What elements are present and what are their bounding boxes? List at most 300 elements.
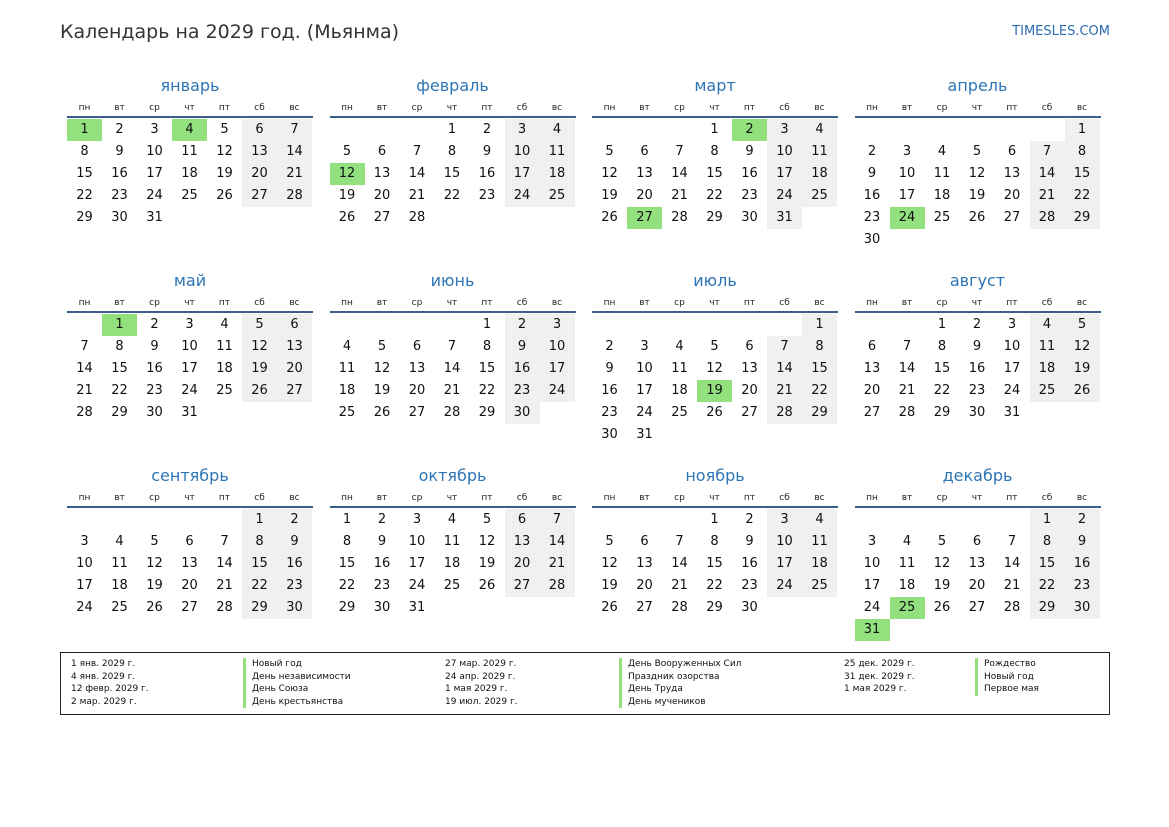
day-cell: 18 <box>671 383 688 398</box>
day-cell: 16 <box>863 188 881 203</box>
day-cell: 5 <box>220 122 229 137</box>
day-cell: 10 <box>863 556 881 571</box>
weekday-label: вс <box>551 493 563 503</box>
weekday-label: чт <box>971 298 983 308</box>
day-cell: 18 <box>933 188 951 203</box>
holiday-name: Рождество <box>975 658 1039 671</box>
day-cell: 11 <box>181 144 198 159</box>
day-cell: 19 <box>146 578 163 593</box>
day-cell: 16 <box>968 361 986 376</box>
day-cell: 19 <box>968 188 986 203</box>
weekend-day: 25 <box>802 575 837 597</box>
weekend-day: 18 <box>1030 358 1065 380</box>
day-cell: 14 <box>76 361 93 376</box>
weekday-label: пт <box>218 103 231 113</box>
day-cell: 21 <box>216 578 233 593</box>
day-cell: 22 <box>76 188 93 203</box>
weekday-label: чт <box>184 103 195 113</box>
day-cell: 2 <box>605 339 614 354</box>
day-cell: 17 <box>898 188 916 203</box>
day-cell: 14 <box>216 556 233 571</box>
day-cell: 10 <box>636 361 653 376</box>
day-cell: 7 <box>220 534 229 549</box>
day-cell: 7 <box>80 339 89 354</box>
empty-cell <box>890 509 925 531</box>
weekday-label: сб <box>254 298 265 308</box>
empty-cell <box>592 119 627 141</box>
day-cell: 1 <box>710 512 719 527</box>
day-cell: 10 <box>76 556 93 571</box>
day-cell: 19 <box>338 188 356 203</box>
day-cell: 5 <box>150 534 159 549</box>
weekend-day: 4 <box>802 119 837 141</box>
empty-cell <box>592 314 627 336</box>
day-cell: 17 <box>408 556 426 571</box>
day-cell: 11 <box>933 166 951 181</box>
day-cell: 19 <box>478 556 496 571</box>
day-cell: 10 <box>146 144 163 159</box>
weekend-day: 29 <box>242 597 277 619</box>
weekday-label: сб <box>779 493 790 503</box>
day-cell: 17 <box>181 361 198 376</box>
empty-cell <box>67 509 102 531</box>
day-cell: 30 <box>741 600 758 615</box>
day-cell: 24 <box>863 600 881 615</box>
empty-cell <box>995 509 1030 531</box>
weekend-day: 22 <box>802 380 837 402</box>
holiday-dates-column-3 <box>844 658 915 696</box>
weekday-label: пт <box>218 493 231 503</box>
day-cell: 23 <box>863 210 881 225</box>
day-cell: 5 <box>605 144 614 159</box>
weekend-day: 31 <box>767 207 802 229</box>
day-cell: 3 <box>412 512 422 527</box>
page-title: Календарь на 2029 год. (Мьянма) <box>60 21 400 43</box>
day-cell: 9 <box>377 534 387 549</box>
day-cell: 21 <box>76 383 93 398</box>
holiday-names-column-2 <box>619 658 741 708</box>
day-cell: 6 <box>1007 144 1017 159</box>
holiday-day: 1 <box>102 314 137 336</box>
day-cell: 8 <box>937 339 947 354</box>
weekday-label: чт <box>446 493 458 503</box>
holiday-name: День крестьянства <box>243 696 351 709</box>
holiday-date: 4 янв. 2029 г. <box>71 671 136 682</box>
weekday-label: сб <box>516 298 528 308</box>
day-cell: 24 <box>636 405 653 420</box>
day-cell: 9 <box>972 339 982 354</box>
weekday-label: пн <box>341 298 353 308</box>
day-cell: 27 <box>181 600 198 615</box>
holiday-dates-column-1 <box>71 658 149 708</box>
weekend-day: 19 <box>1065 358 1100 380</box>
weekend-day: 20 <box>277 358 312 380</box>
day-cell: 14 <box>898 361 916 376</box>
weekend-day: 15 <box>1065 163 1100 185</box>
day-cell: 6 <box>972 534 982 549</box>
month-title: июль <box>693 271 737 290</box>
weekend-day: 25 <box>802 185 837 207</box>
weekday-label: вс <box>289 493 300 503</box>
month-title: июнь <box>430 271 475 290</box>
day-cell: 7 <box>1007 534 1017 549</box>
day-cell: 13 <box>741 361 758 376</box>
weekday-label: ср <box>411 298 423 308</box>
day-cell: 20 <box>1003 188 1021 203</box>
weekend-day: 1 <box>1065 119 1100 141</box>
holiday-dates-column-2 <box>445 658 518 708</box>
weekend-day: 10 <box>540 336 575 358</box>
weekend-day: 3 <box>540 314 575 336</box>
weekday-header <box>67 488 313 508</box>
day-cell: 3 <box>1007 317 1017 332</box>
calendar-grid <box>67 74 1101 659</box>
day-cell: 19 <box>601 578 618 593</box>
weekend-day: 13 <box>505 531 540 553</box>
weekend-day: 6 <box>505 509 540 531</box>
weekend-day: 30 <box>277 597 312 619</box>
empty-cell <box>662 509 697 531</box>
day-cell: 1 <box>937 317 947 332</box>
weekday-label: вт <box>376 493 388 503</box>
day-cell: 13 <box>181 556 198 571</box>
month-calendar <box>67 269 313 464</box>
day-cell: 1 <box>342 512 352 527</box>
weekday-label: вс <box>551 298 563 308</box>
day-cell: 8 <box>115 339 124 354</box>
holiday-legend <box>60 652 1110 715</box>
weekend-day: 22 <box>1030 575 1065 597</box>
day-cell: 7 <box>412 144 422 159</box>
day-cell: 21 <box>671 188 688 203</box>
empty-cell <box>137 509 172 531</box>
weekday-label: ср <box>674 103 685 113</box>
day-cell: 28 <box>216 600 233 615</box>
empty-cell <box>925 509 960 531</box>
weekday-label: пт <box>481 298 493 308</box>
weekend-day: 11 <box>1030 336 1065 358</box>
weekend-day: 3 <box>767 119 802 141</box>
day-cell: 28 <box>443 405 461 420</box>
weekday-header <box>592 488 838 508</box>
day-cell: 5 <box>482 512 492 527</box>
day-cell: 29 <box>478 405 496 420</box>
month-calendar <box>592 74 838 269</box>
day-cell: 20 <box>741 383 758 398</box>
weekend-day: 28 <box>767 402 802 424</box>
empty-cell <box>1030 119 1065 141</box>
day-cell: 22 <box>338 578 356 593</box>
day-cell: 8 <box>482 339 492 354</box>
weekend-day: 1 <box>1030 509 1065 531</box>
month-calendar <box>67 74 313 269</box>
weekend-day: 28 <box>1030 207 1065 229</box>
weekend-day: 11 <box>540 141 575 163</box>
day-cell: 8 <box>342 534 352 549</box>
day-cell: 27 <box>373 210 391 225</box>
weekday-label: пт <box>743 493 756 503</box>
weekday-label: сб <box>1041 493 1053 503</box>
empty-cell <box>67 314 102 336</box>
weekend-day: 14 <box>1030 163 1065 185</box>
weekday-label: пн <box>78 103 91 113</box>
weekday-label: вс <box>814 298 825 308</box>
empty-cell <box>400 314 435 336</box>
weekend-day: 15 <box>242 553 277 575</box>
weekday-label: сб <box>1041 298 1053 308</box>
day-cell: 26 <box>216 188 233 203</box>
day-cell: 25 <box>933 210 951 225</box>
day-cell: 14 <box>1003 556 1021 571</box>
day-cell: 17 <box>146 166 163 181</box>
weekend-day: 4 <box>802 509 837 531</box>
holiday-day: 24 <box>890 207 925 229</box>
weekend-day: 29 <box>802 402 837 424</box>
holiday-day: 2 <box>732 119 767 141</box>
weekend-day: 14 <box>767 358 802 380</box>
day-cell: 28 <box>76 405 93 420</box>
holiday-day: 19 <box>697 380 732 402</box>
day-cell: 14 <box>671 556 688 571</box>
empty-cell <box>855 314 890 336</box>
holiday-date: 2 мар. 2029 г. <box>71 696 137 707</box>
holiday-name: День мучеников <box>619 696 741 709</box>
weekend-day: 21 <box>1030 185 1065 207</box>
day-cell: 22 <box>706 188 723 203</box>
weekday-header <box>67 293 313 313</box>
day-cell: 12 <box>706 361 723 376</box>
weekend-day: 5 <box>1065 314 1100 336</box>
weekday-label: пт <box>481 493 493 503</box>
holiday-date: 31 дек. 2029 г. <box>844 671 915 682</box>
day-cell: 28 <box>898 405 916 420</box>
empty-cell <box>365 314 400 336</box>
month-title: февраль <box>416 76 489 95</box>
day-cell: 9 <box>745 534 754 549</box>
month-calendar <box>855 74 1101 269</box>
day-cell: 30 <box>741 210 758 225</box>
day-cell: 14 <box>443 361 461 376</box>
weekend-day: 24 <box>767 575 802 597</box>
month-calendar <box>592 464 838 659</box>
weekend-day: 24 <box>767 185 802 207</box>
day-cell: 20 <box>636 578 653 593</box>
weekday-label: чт <box>709 298 720 308</box>
day-cell: 6 <box>185 534 194 549</box>
weekday-label: вс <box>289 103 300 113</box>
day-cell: 2 <box>745 512 754 527</box>
day-cell: 6 <box>640 534 649 549</box>
day-cell: 18 <box>216 361 233 376</box>
weekend-day: 9 <box>505 336 540 358</box>
day-cell: 4 <box>342 339 352 354</box>
day-cell: 6 <box>867 339 877 354</box>
weekday-label: вс <box>1076 493 1088 503</box>
day-cell: 24 <box>1003 383 1021 398</box>
days-grid <box>330 119 576 229</box>
day-cell: 23 <box>373 578 391 593</box>
weekday-header <box>592 293 838 313</box>
holiday-name: Новый год <box>975 671 1039 684</box>
weekday-header <box>330 98 576 118</box>
day-cell: 26 <box>601 600 618 615</box>
weekday-label: ср <box>411 493 423 503</box>
day-cell: 12 <box>968 166 986 181</box>
day-cell: 12 <box>601 556 618 571</box>
holiday-day: 12 <box>330 163 365 185</box>
weekend-day: 29 <box>1065 207 1100 229</box>
day-cell: 12 <box>216 144 233 159</box>
empty-cell <box>400 119 435 141</box>
weekend-day: 6 <box>242 119 277 141</box>
day-cell: 16 <box>601 383 618 398</box>
day-cell: 8 <box>80 144 89 159</box>
day-cell: 9 <box>605 361 614 376</box>
day-cell: 22 <box>933 383 951 398</box>
weekend-day: 8 <box>242 531 277 553</box>
month-calendar <box>592 269 838 464</box>
day-cell: 22 <box>478 383 496 398</box>
holiday-name: Праздник озорства <box>619 671 741 684</box>
weekday-label: сб <box>516 493 528 503</box>
day-cell: 23 <box>601 405 618 420</box>
weekday-label: ср <box>936 103 948 113</box>
weekday-label: вт <box>114 103 125 113</box>
weekend-day: 14 <box>540 531 575 553</box>
weekday-label: сб <box>779 298 790 308</box>
weekend-day: 7 <box>767 336 802 358</box>
holiday-day: 27 <box>627 207 662 229</box>
empty-cell <box>732 314 767 336</box>
day-cell: 31 <box>408 600 426 615</box>
day-cell: 11 <box>111 556 128 571</box>
weekend-day: 27 <box>242 185 277 207</box>
day-cell: 13 <box>373 166 391 181</box>
weekday-label: вс <box>1076 298 1088 308</box>
day-cell: 29 <box>111 405 128 420</box>
holiday-date: 12 февр. 2029 г. <box>71 684 149 694</box>
day-cell: 27 <box>1003 210 1021 225</box>
day-cell: 6 <box>745 339 754 354</box>
weekend-day: 6 <box>277 314 312 336</box>
day-cell: 25 <box>216 383 233 398</box>
days-grid <box>592 509 838 619</box>
weekend-day: 14 <box>277 141 312 163</box>
day-cell: 4 <box>447 512 457 527</box>
weekday-label: чт <box>971 103 983 113</box>
weekend-day: 5 <box>242 314 277 336</box>
weekend-day: 23 <box>277 575 312 597</box>
day-cell: 12 <box>373 361 391 376</box>
days-grid <box>855 314 1101 424</box>
holiday-date: 19 июл. 2029 г. <box>445 696 518 707</box>
brand-link[interactable]: TIMESLES.COM <box>1012 24 1110 39</box>
day-cell: 3 <box>185 317 194 332</box>
month-title: май <box>173 271 207 290</box>
empty-cell <box>592 509 627 531</box>
day-cell: 19 <box>933 578 951 593</box>
month-title: апрель <box>947 76 1008 95</box>
weekday-label: пт <box>743 103 756 113</box>
day-cell: 31 <box>636 427 653 442</box>
holiday-name: Первое мая <box>975 683 1039 696</box>
day-cell: 21 <box>898 383 916 398</box>
day-cell: 10 <box>1003 339 1021 354</box>
weekday-label: вт <box>114 493 125 503</box>
weekend-day: 26 <box>1065 380 1100 402</box>
weekday-header <box>330 293 576 313</box>
day-cell: 13 <box>636 556 653 571</box>
day-cell: 3 <box>640 339 649 354</box>
weekend-day: 2 <box>505 314 540 336</box>
weekday-label: пн <box>78 493 91 503</box>
day-cell: 25 <box>338 405 356 420</box>
day-cell: 13 <box>1003 166 1021 181</box>
days-grid <box>67 119 313 229</box>
weekday-label: сб <box>779 103 790 113</box>
weekday-header <box>592 98 838 118</box>
weekend-day: 16 <box>1065 553 1100 575</box>
day-cell: 8 <box>710 144 719 159</box>
day-cell: 29 <box>706 600 723 615</box>
day-cell: 15 <box>443 166 461 181</box>
day-cell: 20 <box>863 383 881 398</box>
weekend-day: 4 <box>540 119 575 141</box>
day-cell: 15 <box>933 361 951 376</box>
weekend-day: 10 <box>767 531 802 553</box>
weekday-label: пн <box>866 298 878 308</box>
weekday-label: сб <box>1041 103 1053 113</box>
day-cell: 30 <box>863 232 881 247</box>
weekday-label: вс <box>814 493 825 503</box>
weekday-label: пн <box>866 103 878 113</box>
weekday-label: пн <box>341 103 353 113</box>
day-cell: 17 <box>1003 361 1021 376</box>
weekend-day: 1 <box>802 314 837 336</box>
weekday-label: пн <box>866 493 878 503</box>
empty-cell <box>172 509 207 531</box>
weekend-day: 21 <box>767 380 802 402</box>
weekday-label: ср <box>411 103 423 113</box>
empty-cell <box>855 119 890 141</box>
day-cell: 31 <box>181 405 198 420</box>
day-cell: 18 <box>338 383 356 398</box>
weekday-label: пт <box>218 298 231 308</box>
weekday-label: пн <box>341 493 353 503</box>
weekend-day: 27 <box>505 575 540 597</box>
empty-cell <box>365 119 400 141</box>
weekend-day: 10 <box>767 141 802 163</box>
day-cell: 16 <box>111 166 128 181</box>
weekend-day: 20 <box>242 163 277 185</box>
empty-cell <box>855 509 890 531</box>
day-cell: 29 <box>338 600 356 615</box>
day-cell: 14 <box>408 166 426 181</box>
day-cell: 2 <box>377 512 387 527</box>
weekday-label: вс <box>289 298 300 308</box>
day-cell: 23 <box>146 383 163 398</box>
day-cell: 15 <box>338 556 356 571</box>
day-cell: 7 <box>675 144 684 159</box>
weekday-label: вт <box>901 298 913 308</box>
days-grid <box>592 119 838 229</box>
day-cell: 25 <box>181 188 198 203</box>
weekday-header <box>67 98 313 118</box>
weekday-label: ср <box>149 298 160 308</box>
weekend-day: 13 <box>277 336 312 358</box>
day-cell: 2 <box>115 122 124 137</box>
weekday-label: вт <box>901 493 913 503</box>
